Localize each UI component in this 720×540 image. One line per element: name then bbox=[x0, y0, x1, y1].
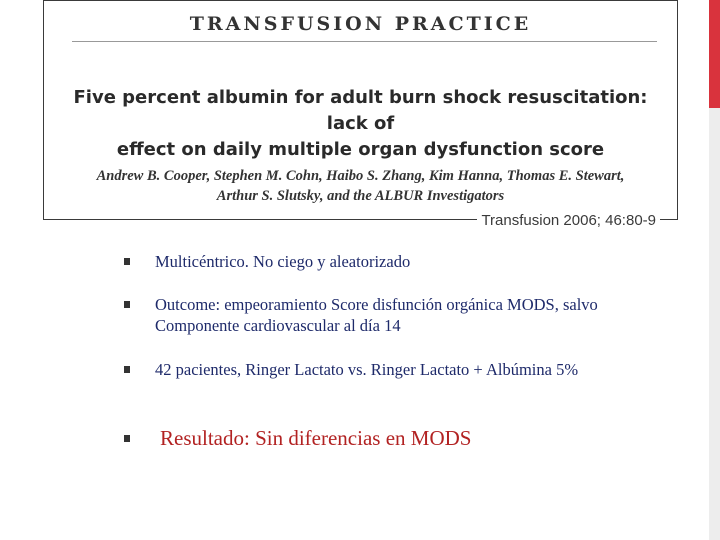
citation-reference: Transfusion 2006; 46:80-9 bbox=[477, 212, 660, 229]
bullet-square-icon bbox=[124, 366, 130, 373]
section-divider bbox=[72, 41, 657, 42]
bullet-text-result: Resultado: Sin diferencias en MODS bbox=[160, 426, 472, 450]
paper-title-line: effect on daily multiple organ dysfunction score bbox=[116, 139, 605, 160]
bullet-text: 42 pacientes, Ringer Lactato vs. Ringer Lactato + Albúmina 5% bbox=[155, 360, 579, 379]
paper-authors-line: Arthur S. Slutsky, and the ALBUR Investigators bbox=[216, 188, 505, 204]
paper-title-line: Five percent albumin for adult burn shock resuscitation: lack of bbox=[73, 87, 648, 134]
accent-stripe-red bbox=[709, 0, 720, 108]
bullet-square-icon bbox=[124, 435, 130, 442]
paper-header-image bbox=[43, 0, 678, 220]
bullet-text: Multicéntrico. No ciego y aleatorizado bbox=[155, 252, 411, 271]
accent-stripe-gray bbox=[709, 108, 720, 540]
paper-title bbox=[64, 85, 657, 163]
journal-section-heading: TRANSFUSION PRACTICE bbox=[189, 13, 532, 35]
bullet-text: Outcome: empeoramiento Score disfunción orgánica MODS, salvo Componente cardiovascular al día 14 bbox=[155, 295, 598, 335]
bullet-square-icon bbox=[124, 258, 130, 265]
paper-authors-line: Andrew B. Cooper, Stephen M. Cohn, Haibo S. Zhang, Kim Hanna, Thomas E. Stewart, bbox=[96, 168, 625, 184]
bullet-square-icon bbox=[124, 301, 130, 308]
paper-authors bbox=[84, 166, 637, 206]
